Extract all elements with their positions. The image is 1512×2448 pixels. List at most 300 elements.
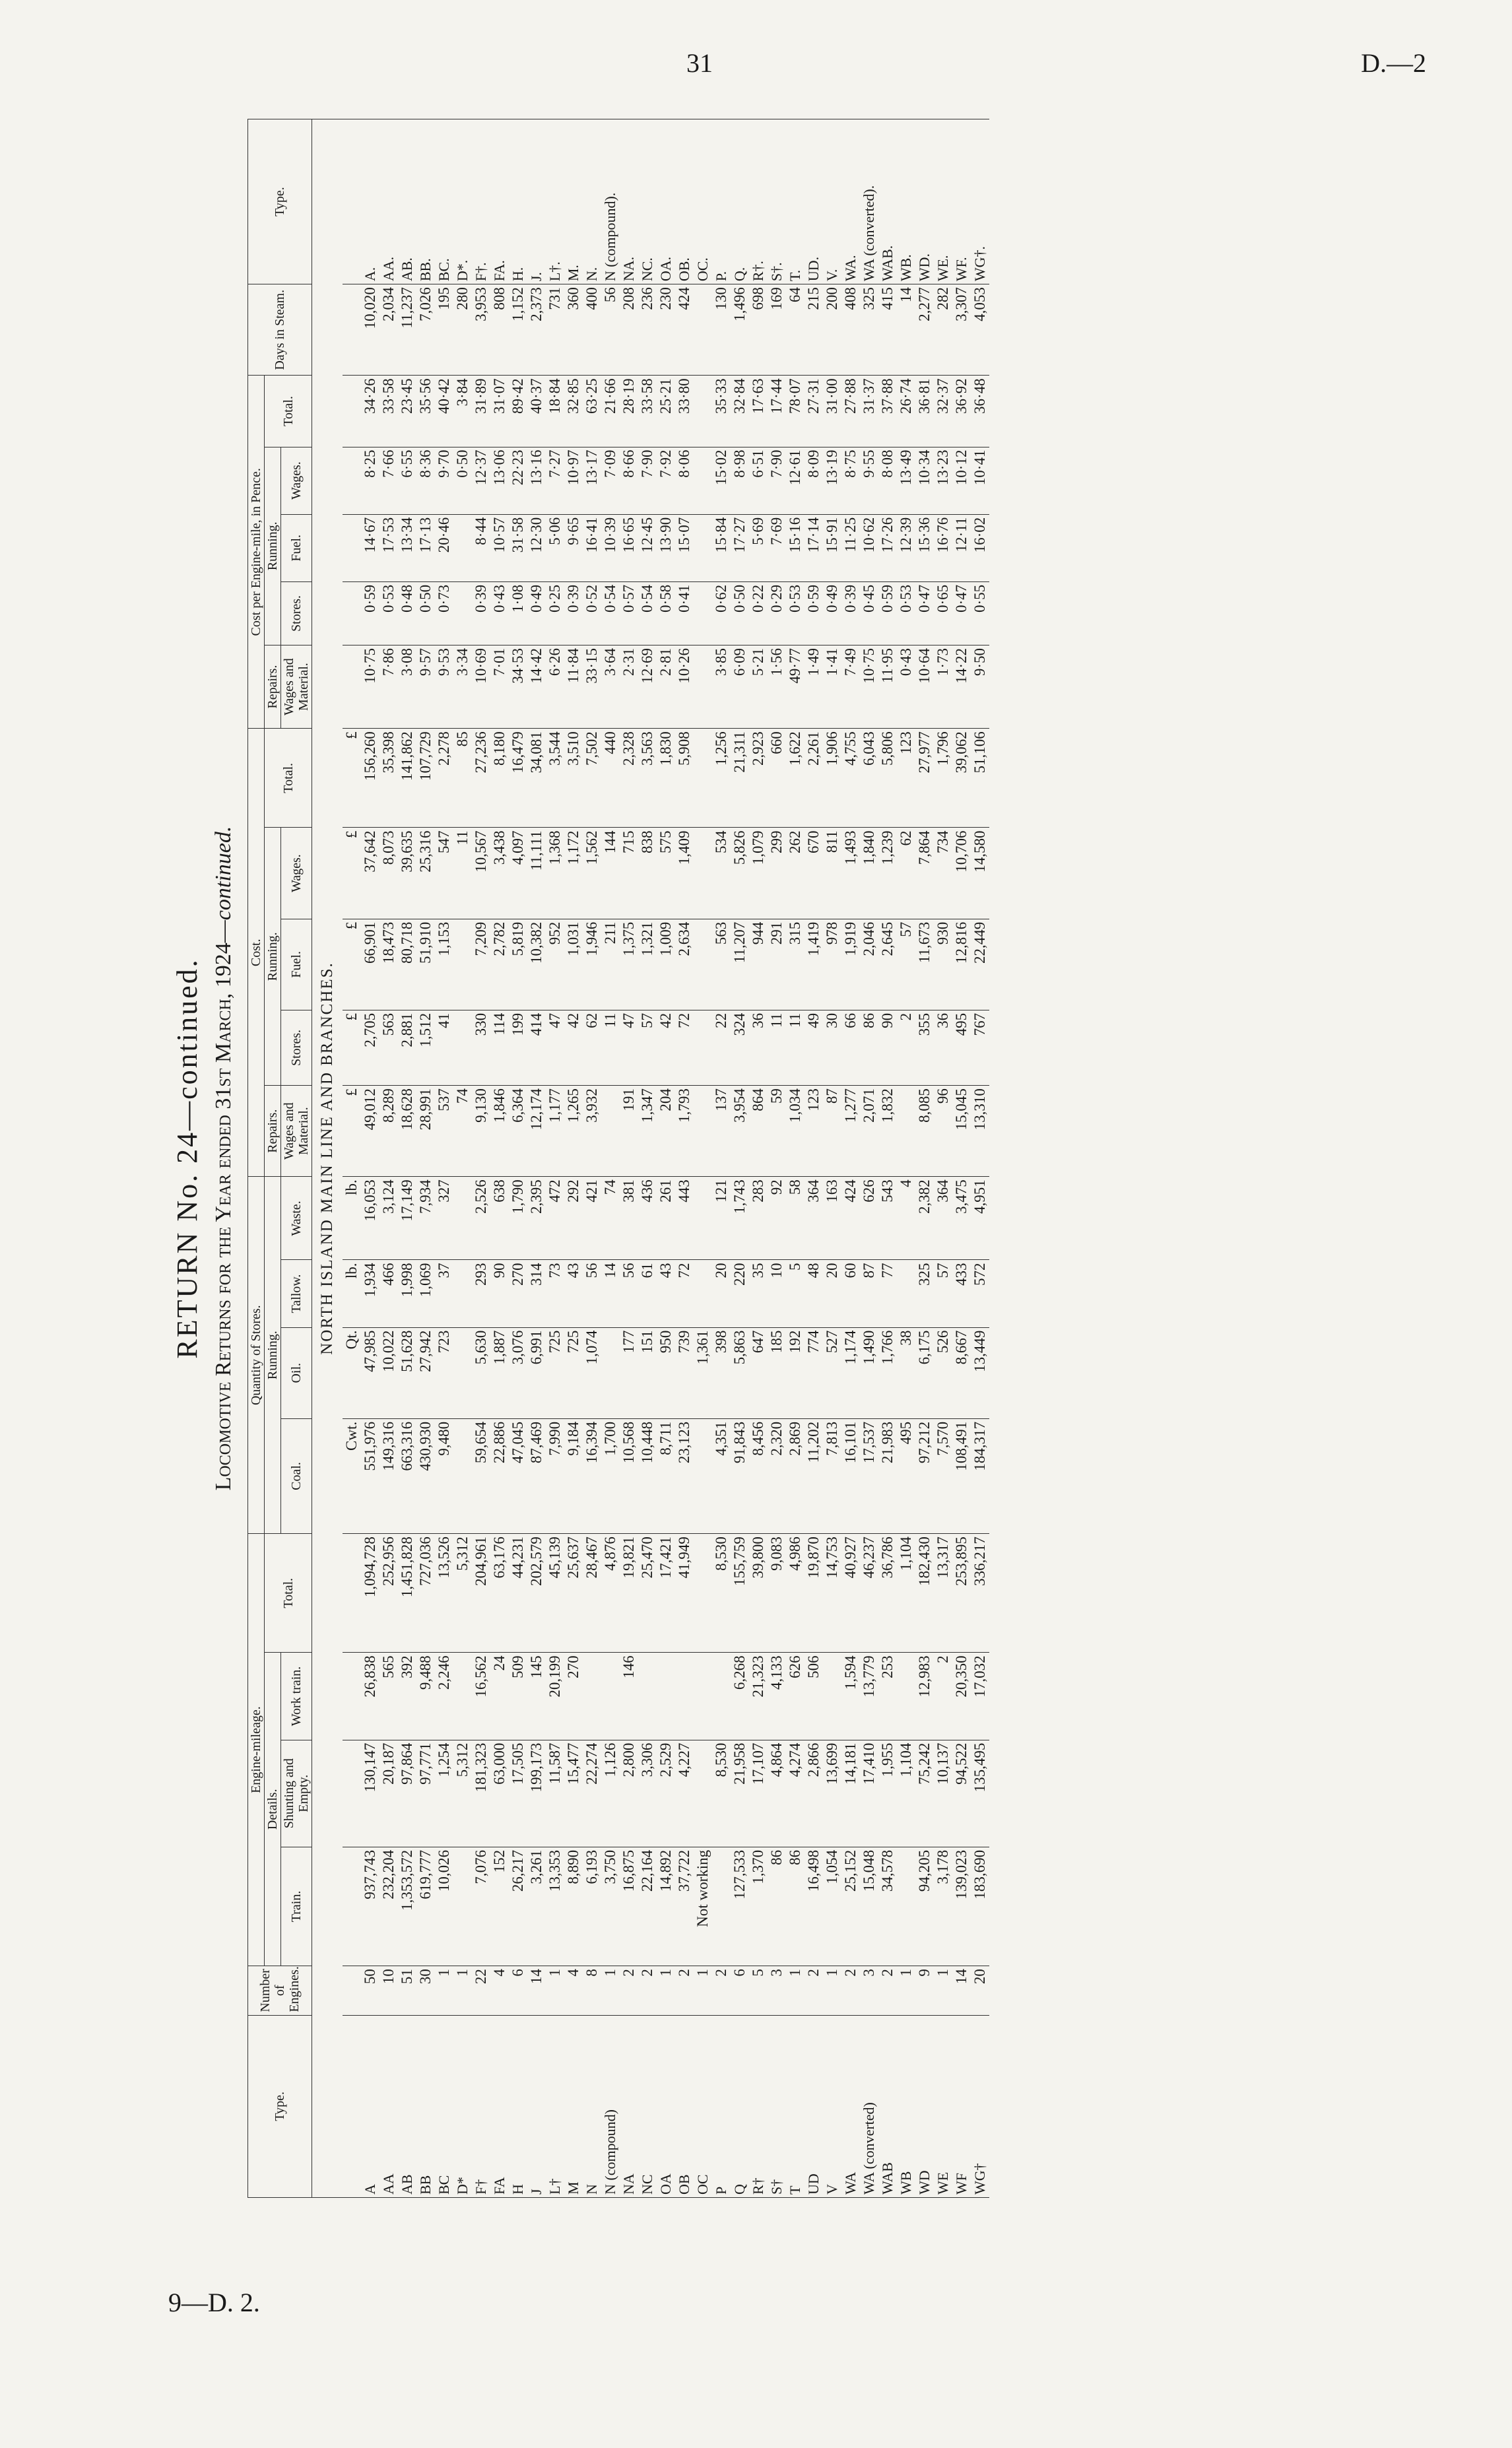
value-cell: 0·39 (472, 581, 490, 645)
value-cell: 10,568 (620, 1418, 638, 1533)
value-cell: 17·27 (731, 514, 749, 581)
value-cell: 182,430 (915, 1534, 934, 1653)
table-row (823, 119, 841, 2198)
unit-cell (343, 514, 361, 581)
value-cell: 6,043 (860, 729, 878, 828)
value-cell: 0·53 (379, 581, 398, 645)
value-cell: 11·84 (564, 645, 583, 729)
value-cell: 16,562 (472, 1653, 490, 1740)
value-cell (453, 1418, 472, 1533)
value-cell: 9,130 (472, 1086, 490, 1177)
value-cell (694, 284, 712, 376)
value-cell: 3,932 (583, 1086, 601, 1177)
unit-cell (343, 119, 361, 284)
value-cell: 11,673 (915, 919, 934, 1010)
value-cell: 56 (620, 1260, 638, 1327)
value-cell: 5 (749, 1966, 768, 2016)
value-cell: 3,124 (379, 1177, 398, 1260)
value-cell: 8,530 (712, 1534, 731, 1653)
header-cost-total: Total. (265, 729, 312, 828)
value-cell: 39,062 (952, 729, 971, 828)
value-cell: 414 (527, 1010, 546, 1085)
value-cell: 200 (823, 284, 841, 376)
value-cell: 0·58 (657, 581, 675, 645)
value-cell: 141,862 (398, 729, 416, 828)
value-cell: 563 (379, 1010, 398, 1085)
value-cell: 327 (435, 1177, 453, 1260)
table-row (564, 119, 583, 2198)
value-cell: 270 (564, 1653, 583, 1740)
value-cell: 1,254 (435, 1740, 453, 1847)
value-cell: 0·29 (768, 581, 786, 645)
value-cell: 626 (786, 1653, 805, 1740)
value-cell: 17·14 (805, 514, 823, 581)
value-cell: 7,026 (416, 284, 435, 376)
value-cell: 208 (620, 284, 638, 376)
value-cell: 10·97 (564, 447, 583, 514)
value-cell: 1,594 (841, 1653, 860, 1740)
value-cell (694, 919, 712, 1010)
type-cell: AA (379, 2015, 398, 2197)
value-cell: 292 (564, 1177, 583, 1260)
value-cell: 12·69 (638, 645, 657, 729)
value-cell: 40·42 (435, 376, 453, 447)
value-cell: 1,370 (749, 1847, 768, 1966)
value-cell: 10,020 (361, 284, 379, 376)
header-cost-fuel: Fuel. (281, 919, 312, 1010)
value-cell: 25,637 (564, 1534, 583, 1653)
value-cell: 1,277 (841, 1086, 860, 1177)
value-cell: 2 (878, 1966, 897, 2016)
value-cell: 364 (934, 1177, 952, 1260)
value-cell: 1,493 (841, 828, 860, 919)
value-cell: 1,832 (878, 1086, 897, 1177)
value-cell: 0·49 (527, 581, 546, 645)
value-cell: 10,026 (435, 1847, 453, 1966)
value-cell: 28,467 (583, 1534, 601, 1653)
value-cell: 495 (952, 1010, 971, 1085)
value-cell: 9,083 (768, 1534, 786, 1653)
value-cell: 72 (675, 1010, 694, 1085)
value-cell: 63,000 (490, 1740, 509, 1847)
value-cell: 1,239 (878, 828, 897, 919)
value-cell: 20,199 (546, 1653, 564, 1740)
table-row (361, 119, 379, 2198)
value-cell: 3,510 (564, 729, 583, 828)
type-cell: BB (416, 2015, 435, 2197)
value-cell: 0·25 (546, 581, 564, 645)
value-cell: 32·84 (731, 376, 749, 447)
value-cell: 86 (786, 1847, 805, 1966)
value-cell (694, 1418, 712, 1533)
value-cell: 619,777 (416, 1847, 435, 1966)
value-cell (897, 1086, 915, 1177)
value-cell: 199,173 (527, 1740, 546, 1847)
value-cell: 114 (490, 1010, 509, 1085)
value-cell: 6,193 (583, 1847, 601, 1966)
unit-cell (343, 1740, 361, 1847)
value-cell: 2,278 (435, 729, 453, 828)
value-cell: 13,779 (860, 1653, 878, 1740)
unit-cell (343, 284, 361, 376)
value-cell: 220 (731, 1260, 749, 1327)
value-cell: 9·55 (860, 447, 878, 514)
value-cell: 10·64 (915, 645, 934, 729)
value-cell: 978 (823, 919, 841, 1010)
value-cell: 1,104 (897, 1534, 915, 1653)
value-cell: 35·56 (416, 376, 435, 447)
value-cell (601, 1327, 620, 1418)
value-cell: 11·95 (878, 645, 897, 729)
value-cell: 7,864 (915, 828, 934, 919)
value-cell: 5,826 (731, 828, 749, 919)
type-cell: N (compound). (601, 119, 620, 284)
table-row (786, 119, 805, 2198)
value-cell: 90 (878, 1010, 897, 1085)
value-cell: 3·34 (453, 645, 472, 729)
value-cell: 27·31 (805, 376, 823, 447)
value-cell (694, 1177, 712, 1260)
value-cell: 137 (712, 1086, 731, 1177)
value-cell: 1,840 (860, 828, 878, 919)
type-cell: AB (398, 2015, 416, 2197)
header-type: Type. (248, 2015, 312, 2197)
value-cell (601, 1086, 620, 1177)
value-cell: 74 (601, 1177, 620, 1260)
value-cell: 0·22 (749, 581, 768, 645)
value-cell (453, 1177, 472, 1260)
value-cell: 3 (860, 1966, 878, 2016)
value-cell: 16,498 (805, 1847, 823, 1966)
value-cell: 2 (934, 1653, 952, 1740)
value-cell: 723 (435, 1327, 453, 1418)
value-cell: 8 (583, 1966, 601, 2016)
value-cell: 283 (749, 1177, 768, 1260)
value-cell: 7,990 (546, 1418, 564, 1533)
value-cell: 8,456 (749, 1418, 768, 1533)
value-cell: 46,237 (860, 1534, 878, 1653)
value-cell: 6 (731, 1966, 749, 2016)
value-cell: 12·37 (472, 447, 490, 514)
value-cell: 75,242 (915, 1740, 934, 1847)
value-cell: 2 (805, 1966, 823, 2016)
header-cost-wages-material: Wages and Material. (281, 1086, 312, 1177)
value-cell: 14·67 (361, 514, 379, 581)
header-details: Details. (265, 1653, 281, 1966)
value-cell: 11,587 (546, 1740, 564, 1847)
value-cell: 261 (657, 1177, 675, 1260)
value-cell: 41 (435, 1010, 453, 1085)
value-cell: 16,053 (361, 1177, 379, 1260)
value-cell: 19,821 (620, 1534, 638, 1653)
type-cell: T (786, 2015, 805, 2197)
value-cell: 14 (601, 1260, 620, 1327)
value-cell: 49,012 (361, 1086, 379, 1177)
value-cell: 14·42 (527, 645, 546, 729)
value-cell: 1,496 (731, 284, 749, 376)
value-cell: 5,312 (453, 1534, 472, 1653)
value-cell: 34·26 (361, 376, 379, 447)
value-cell: 4,951 (971, 1177, 989, 1260)
type-cell: V. (823, 119, 841, 284)
value-cell: 199 (509, 1010, 527, 1085)
value-cell: 63,176 (490, 1534, 509, 1653)
return-subtitle (211, 119, 236, 2198)
value-cell: 24 (490, 1653, 509, 1740)
value-cell: 35 (749, 1260, 768, 1327)
value-cell: 727,036 (416, 1534, 435, 1653)
type-cell: N (583, 2015, 601, 2197)
value-cell: 8·98 (731, 447, 749, 514)
value-cell: 4,097 (509, 828, 527, 919)
value-cell: 3,954 (731, 1086, 749, 1177)
table-row (712, 119, 731, 2198)
unit-cell: £ (343, 828, 361, 919)
value-cell: 8·06 (675, 447, 694, 514)
value-cell: 4 (490, 1966, 509, 2016)
header-cost-wages: Wages. (281, 828, 312, 919)
value-cell: 7·49 (841, 645, 860, 729)
value-cell: 44,231 (509, 1534, 527, 1653)
value-cell: 1,172 (564, 828, 583, 919)
type-cell: H (509, 2015, 527, 2197)
page-number: 31 (686, 48, 713, 78)
value-cell: 43 (657, 1260, 675, 1327)
value-cell (694, 514, 712, 581)
value-cell: 9·57 (416, 645, 435, 729)
value-cell: 2,526 (472, 1177, 490, 1260)
value-cell: 930 (934, 919, 952, 1010)
value-cell: 1,998 (398, 1260, 416, 1327)
type-cell: Q (731, 2015, 749, 2197)
value-cell: 253 (878, 1653, 897, 1740)
value-cell: 45,139 (546, 1534, 564, 1653)
value-cell: 47,045 (509, 1418, 527, 1533)
value-cell: 0·54 (638, 581, 657, 645)
value-cell: 130 (712, 284, 731, 376)
value-cell: 0·45 (860, 581, 878, 645)
table-row (694, 119, 712, 2198)
type-cell: OB. (675, 119, 694, 284)
type-cell: N (compound) (601, 2015, 620, 2197)
value-cell: 107,729 (416, 729, 435, 828)
value-cell: 330 (472, 1010, 490, 1085)
value-cell: 14,892 (657, 1847, 675, 1966)
value-cell: 0·65 (934, 581, 952, 645)
value-cell: 66,901 (361, 919, 379, 1010)
value-cell: 364 (805, 1177, 823, 1260)
header-cost-running: Running. (265, 828, 281, 1086)
value-cell: 715 (620, 828, 638, 919)
value-cell: 97,864 (398, 1740, 416, 1847)
header-perm-stores: Stores. (281, 581, 312, 645)
value-cell: 725 (564, 1327, 583, 1418)
value-cell: 7,570 (934, 1418, 952, 1533)
type-cell: WF. (952, 119, 971, 284)
section-heading: NORTH ISLAND MAIN LINE AND BRANCHES. (312, 119, 343, 2198)
value-cell: 17,032 (971, 1653, 989, 1740)
value-cell: 731 (546, 284, 564, 376)
value-cell: 1,126 (601, 1740, 620, 1847)
value-cell: 6,175 (915, 1327, 934, 1418)
value-cell: 230 (657, 284, 675, 376)
value-cell: 57 (897, 919, 915, 1010)
type-cell: UD (805, 2015, 823, 2197)
return-title: RETURN No. 24—continued. (171, 958, 203, 1359)
value-cell: 1,766 (878, 1327, 897, 1418)
value-cell: 944 (749, 919, 768, 1010)
type-cell: D*. (453, 119, 472, 284)
value-cell: 40·37 (527, 376, 546, 447)
value-cell: 21,311 (731, 729, 749, 828)
table-row (768, 119, 786, 2198)
value-cell: 14,181 (841, 1740, 860, 1847)
header-days-in-steam: Days in Steam. (248, 284, 312, 376)
value-cell: 0·59 (361, 581, 379, 645)
value-cell: 47 (620, 1010, 638, 1085)
subtitle-continued: continued. (211, 826, 236, 921)
value-cell: 21·66 (601, 376, 620, 447)
value-cell: 725 (546, 1327, 564, 1418)
value-cell: 2,869 (786, 1418, 805, 1533)
value-cell: 415 (878, 284, 897, 376)
value-cell: 31·37 (860, 376, 878, 447)
value-cell: 280 (453, 284, 472, 376)
value-cell: 1,152 (509, 284, 527, 376)
value-cell: 19,870 (805, 1534, 823, 1653)
table-row (620, 119, 638, 2198)
value-cell: 31·58 (509, 514, 527, 581)
value-cell: 155,759 (731, 1534, 749, 1653)
value-cell: 28·19 (620, 376, 638, 447)
value-cell: 10 (379, 1966, 398, 2016)
header-work-train: Work train. (281, 1653, 312, 1740)
value-cell: 8,289 (379, 1086, 398, 1177)
value-cell: 1 (601, 1966, 620, 2016)
value-cell: 2,866 (805, 1740, 823, 1847)
value-cell: 10·62 (860, 514, 878, 581)
value-cell: 12,983 (915, 1653, 934, 1740)
value-cell: 39,635 (398, 828, 416, 919)
value-cell: 3,178 (934, 1847, 952, 1966)
type-cell: OC (694, 2015, 712, 2197)
value-cell: 36·92 (952, 376, 971, 447)
type-cell: BC. (435, 119, 453, 284)
header-cost-stores: Stores. (281, 1010, 312, 1085)
value-cell: 8,667 (952, 1327, 971, 1418)
value-cell: 14 (527, 1966, 546, 2016)
value-cell: 183,690 (971, 1847, 989, 1966)
value-cell: 25,470 (638, 1534, 657, 1653)
value-cell: 13·06 (490, 447, 509, 514)
value-cell: 6,364 (509, 1086, 527, 1177)
header-cost-repairs: Repairs. (265, 1086, 281, 1177)
table-row (657, 119, 675, 2198)
value-cell: 5 (786, 1260, 805, 1327)
value-cell: 56 (601, 284, 620, 376)
value-cell: 9·53 (435, 645, 453, 729)
value-cell: 36 (934, 1010, 952, 1085)
value-cell: 22·23 (509, 447, 527, 514)
value-cell: 1,562 (583, 828, 601, 919)
value-cell: 13,699 (823, 1740, 841, 1847)
header-engine-mileage: Engine-mileage. (248, 1534, 265, 1966)
value-cell: 10,706 (952, 828, 971, 919)
value-cell: 57 (638, 1010, 657, 1085)
value-cell: 49 (805, 1010, 823, 1085)
value-cell: 1,256 (712, 729, 731, 828)
value-cell: 21,323 (749, 1653, 768, 1740)
value-cell: 2,705 (361, 1010, 379, 1085)
unit-cell: £ (343, 1086, 361, 1177)
value-cell: 1 (546, 1966, 564, 2016)
value-cell: 17·44 (768, 376, 786, 447)
value-cell: 1,790 (509, 1177, 527, 1260)
value-cell: 87,469 (527, 1418, 546, 1533)
value-cell: 127,533 (731, 1847, 749, 1966)
value-cell: 51,910 (416, 919, 435, 1010)
value-cell: 253,895 (952, 1534, 971, 1653)
value-cell: 14 (952, 1966, 971, 2016)
table-row (453, 119, 472, 2198)
value-cell: 97,212 (915, 1418, 934, 1533)
value-cell: 12·45 (638, 514, 657, 581)
header-coal: Coal. (281, 1418, 312, 1533)
value-cell: 17,505 (509, 1740, 527, 1847)
value-cell: 2·31 (620, 645, 638, 729)
table-row (527, 119, 546, 2198)
value-cell: 0·39 (841, 581, 860, 645)
value-cell: 1 (934, 1966, 952, 2016)
value-cell: 8,085 (915, 1086, 934, 1177)
value-cell: 2,800 (620, 1740, 638, 1847)
value-cell: 8,530 (712, 1740, 731, 1847)
value-cell: 9·70 (435, 447, 453, 514)
value-cell: 17·63 (749, 376, 768, 447)
value-cell: 181,323 (472, 1740, 490, 1847)
value-cell: 27,236 (472, 729, 490, 828)
value-cell: 424 (675, 284, 694, 376)
value-cell: 16,394 (583, 1418, 601, 1533)
value-cell: 12·61 (786, 447, 805, 514)
value-cell: 472 (546, 1177, 564, 1260)
value-cell: 1,321 (638, 919, 657, 1010)
value-cell: 17·13 (416, 514, 435, 581)
value-cell: 60 (841, 1260, 860, 1327)
value-cell: 2 (675, 1966, 694, 2016)
value-cell: 10·12 (952, 447, 971, 514)
header-number-of-engines: Number of Engines. (248, 1966, 312, 2016)
value-cell: 11·25 (841, 514, 860, 581)
value-cell: 2·81 (657, 645, 675, 729)
value-cell (897, 1847, 915, 1966)
value-cell: 40,927 (841, 1534, 860, 1653)
value-cell (694, 1653, 712, 1740)
value-cell: 123 (897, 729, 915, 828)
value-cell: 381 (620, 1177, 638, 1260)
value-cell: 0·57 (620, 581, 638, 645)
value-cell: 57 (934, 1260, 952, 1327)
value-cell: 5,806 (878, 729, 897, 828)
value-cell: 10·39 (601, 514, 620, 581)
value-cell: 1·73 (934, 645, 952, 729)
value-cell: 2,782 (490, 919, 509, 1010)
value-cell: 1 (897, 1966, 915, 2016)
value-cell: 698 (749, 284, 768, 376)
value-cell: 1,094,728 (361, 1534, 379, 1653)
value-cell: 1,347 (638, 1086, 657, 1177)
value-cell: 440 (601, 729, 620, 828)
